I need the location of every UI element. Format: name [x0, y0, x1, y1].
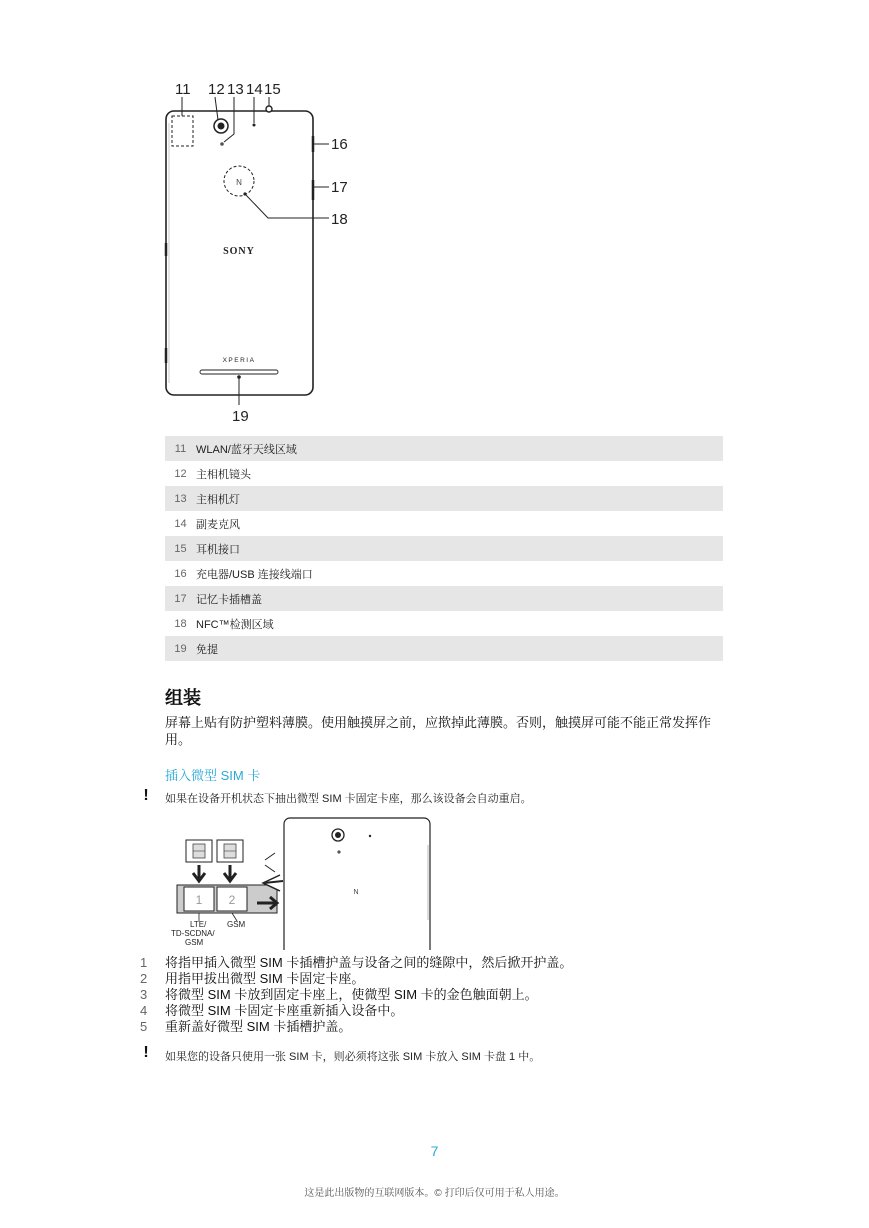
row-number: 11 [174, 442, 187, 455]
steps-list [140, 955, 740, 1035]
warning-note: 如果您的设备只使用一张 SIM 卡，则必须将这张 SIM 卡放入 SIM 卡盘 1 中。 [165, 1051, 541, 1063]
step-text: 将微型 SIM 卡放到固定卡座上，使微型 SIM 卡的金色触面朝上。 [165, 987, 538, 1002]
page-number: 7 [430, 1143, 439, 1159]
row-label: 耳机接口 [196, 543, 240, 556]
arrow-down-icon [224, 865, 236, 881]
nfc-icon: N [353, 889, 359, 896]
mic-hole [253, 124, 256, 127]
speaker-grille [200, 370, 278, 374]
callout-19: 19 [232, 408, 249, 425]
row-label: 副麦克风 [196, 518, 240, 531]
table-row [165, 586, 723, 611]
table-row [165, 511, 723, 536]
sub-heading: 插入微型 SIM 卡 [165, 768, 261, 783]
table-row [165, 461, 723, 486]
flash-icon [220, 142, 224, 146]
step-number: 2 [140, 971, 148, 986]
row-number: 19 [174, 642, 187, 655]
sony-logo: SONY [223, 246, 255, 257]
warning-note: 如果在设备开机状态下抽出微型 SIM 卡固定卡座，那么该设备会自动重启。 [165, 793, 532, 805]
callout-11: 11 [175, 81, 191, 98]
table-row [165, 611, 723, 636]
headset-jack [266, 106, 272, 112]
list-item [140, 987, 740, 1003]
row-label: 免提 [196, 643, 218, 656]
table-row [165, 536, 723, 561]
step-text: 将指甲插入微型 SIM 卡插槽护盖与设备之间的缝隙中，然后掀开护盖。 [165, 955, 573, 970]
slot-1-label-line-1: LTE/ [190, 920, 207, 929]
row-label: WLAN/蓝牙天线区域 [196, 443, 297, 456]
row-number: 12 [174, 467, 187, 480]
step-text: 将微型 SIM 卡固定卡座重新插入设备中。 [165, 1003, 404, 1018]
row-number: 14 [174, 517, 187, 530]
row-label: 充电器/USB 连接线端口 [196, 568, 313, 581]
row-number: 13 [174, 492, 187, 505]
callout-16: 16 [331, 136, 348, 153]
step-number: 3 [140, 987, 148, 1002]
row-number: 16 [174, 567, 187, 580]
section-title: 组装 [165, 688, 201, 708]
slot-1-label-line-3: GSM [185, 938, 204, 947]
slot-2-label: GSM [227, 920, 246, 929]
step-number: 1 [140, 955, 148, 970]
step-number: 5 [140, 1019, 148, 1034]
phone-back [284, 818, 430, 950]
nfc-icon: N [236, 178, 242, 187]
list-item [140, 955, 740, 971]
footer-note: 这是此出版物的互联网版本。© 打印后仅可用于私人用途。 [304, 1188, 565, 1199]
callout-13: 13 [227, 81, 244, 98]
callout-18: 18 [331, 211, 348, 228]
slot-1-label-line-2: TD-SCDNA/ [171, 929, 215, 938]
callout-14: 14 [246, 81, 263, 98]
list-item [140, 971, 740, 987]
list-item [140, 1019, 740, 1035]
sim-insertion-diagram [165, 815, 435, 950]
step-number: 4 [140, 1003, 148, 1018]
exclamation-icon: ! [143, 787, 149, 804]
parts-table [165, 436, 723, 661]
step-text: 用指甲拔出微型 SIM 卡固定卡座。 [165, 971, 365, 986]
table-row [165, 486, 723, 511]
slot-2-mark: 2 [228, 893, 236, 907]
row-number: 18 [174, 617, 187, 630]
table-row [165, 561, 723, 586]
row-number: 15 [174, 542, 187, 555]
arrow-down-icon [193, 865, 205, 881]
section-body: 屏幕上贴有防护塑料薄膜。使用触摸屏之前，应揿掉此薄膜。否则，触摸屏可能不能正常发挥作用。 [165, 715, 712, 747]
row-label: 记忆卡插槽盖 [196, 593, 262, 606]
phone-back-diagram [150, 78, 370, 428]
xperia-logo: XPERIA [222, 357, 256, 364]
callout-15: 15 [264, 81, 281, 98]
table-row [165, 636, 723, 661]
row-label: 主相机灯 [196, 493, 240, 506]
step-text: 重新盖好微型 SIM 卡插槽护盖。 [165, 1019, 352, 1034]
row-label: 主相机镜头 [196, 468, 251, 481]
list-item [140, 1003, 740, 1019]
table-row [165, 436, 723, 461]
exclamation-icon: ! [143, 1044, 149, 1061]
row-label: NFC™检测区域 [196, 618, 274, 631]
callout-12: 12 [208, 81, 225, 98]
callout-17: 17 [331, 179, 348, 196]
slot-1-mark: 1 [195, 893, 203, 907]
row-number: 17 [174, 592, 187, 605]
